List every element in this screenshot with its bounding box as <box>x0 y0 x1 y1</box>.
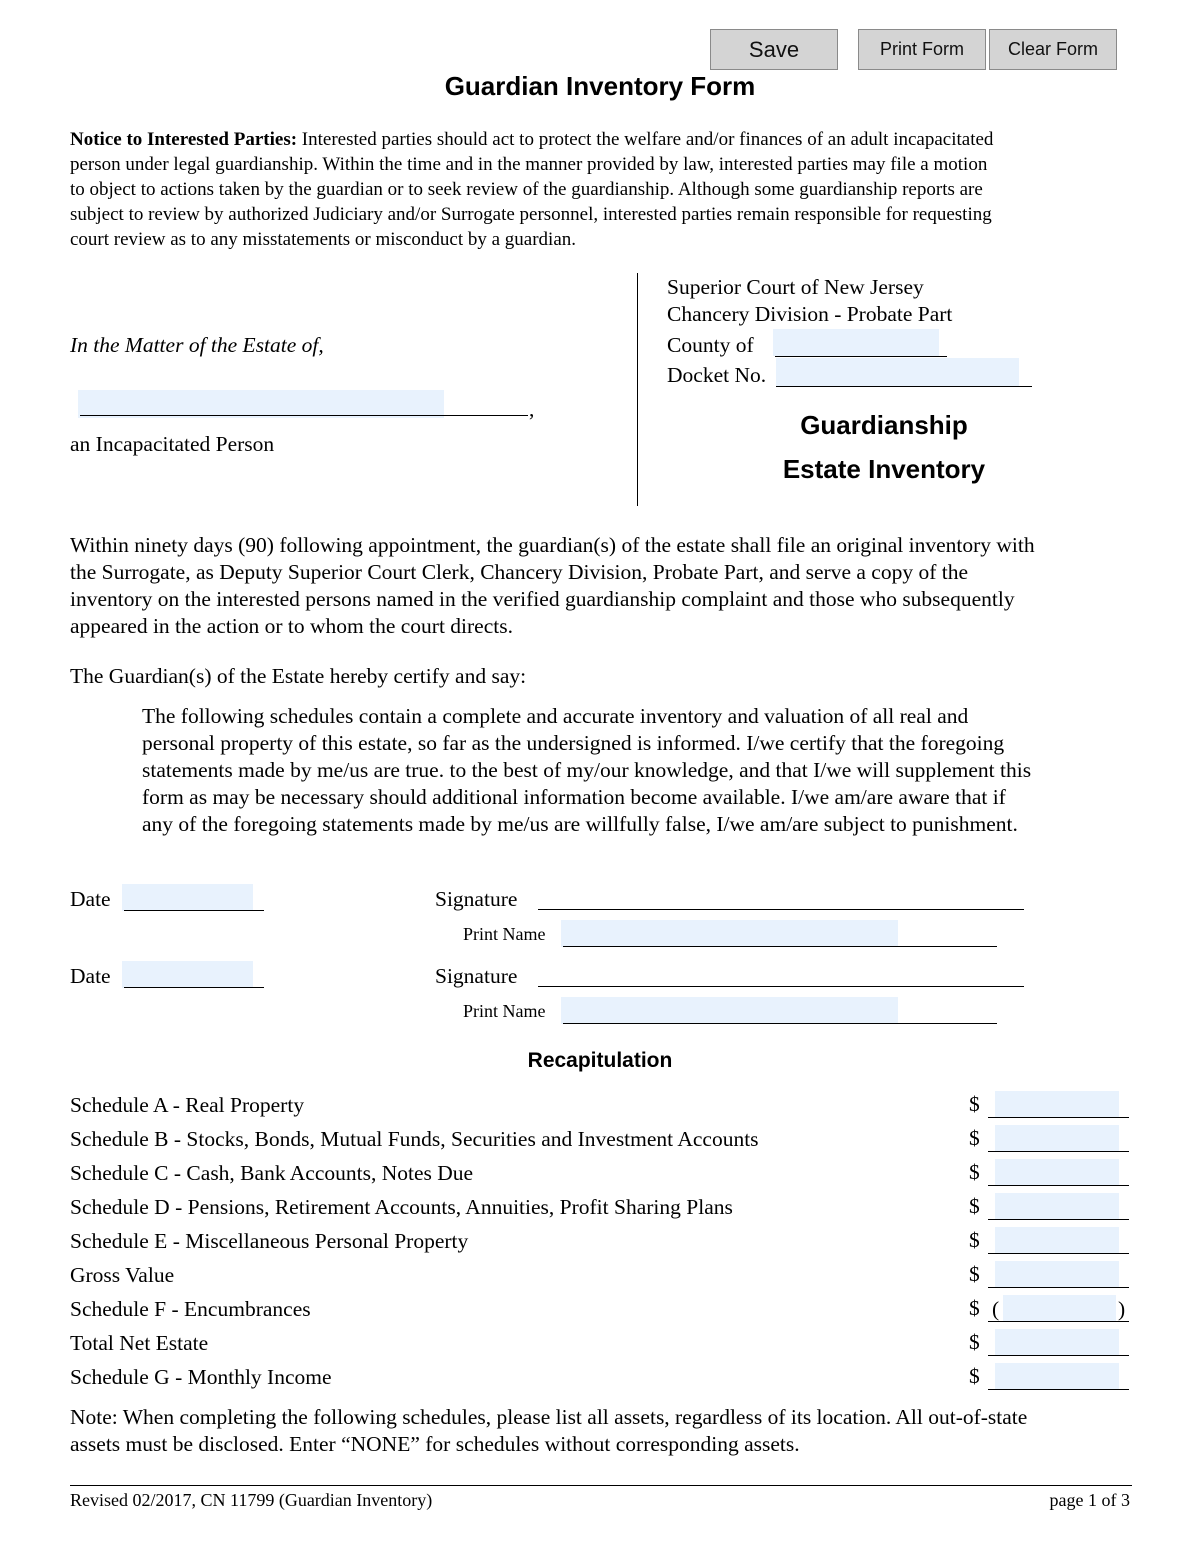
incapacitated-label: an Incapacitated Person <box>70 432 275 456</box>
estate-name-underline <box>80 415 528 416</box>
recap-row-label: Schedule A - Real Property <box>70 1093 305 1117</box>
dollar-sign: $ <box>969 1364 980 1388</box>
notice-text: court review as to any misstatements or misconduct by a guardian. <box>70 229 577 250</box>
county-underline <box>775 356 947 357</box>
recap-row-label: Total Net Estate <box>70 1331 209 1355</box>
recap-row-label: Schedule B - Stocks, Bonds, Mutual Funds, Securities and Investment Accounts <box>70 1127 759 1151</box>
signature-label: Signature <box>435 964 518 988</box>
recap-value-field[interactable] <box>1003 1295 1116 1322</box>
notice-text: subject to review by authorized Judiciary and/or Surrogate personnel, interested parties remain responsible for requesting <box>70 204 992 225</box>
certification-text: any of the foregoing statements made by me/us are willfully false, I/we am/are subject to punishment. <box>142 812 1018 836</box>
filing-text: the Surrogate, as Deputy Superior Court Clerk, Chancery Division, Probate Part, and serve a copy of the <box>70 560 969 584</box>
name-comma: , <box>529 397 535 421</box>
recap-underline <box>988 1151 1129 1152</box>
print-name-label: Print Name <box>463 1001 546 1021</box>
recap-row-label: Schedule E - Miscellaneous Personal Property <box>70 1229 469 1253</box>
county-field[interactable] <box>773 329 939 356</box>
signature-line[interactable] <box>538 986 1024 987</box>
dollar-sign: $ <box>969 1126 980 1150</box>
dollar-sign: $ <box>969 1194 980 1218</box>
notice-text: to object to actions taken by the guardian or to seek review of the guardianship. Although some guardianship reports are <box>70 179 983 200</box>
signature-line[interactable] <box>538 909 1024 910</box>
dollar-sign: $ <box>969 1262 980 1286</box>
paren-close: ) <box>1118 1297 1126 1321</box>
dollar-sign: $ <box>969 1228 980 1252</box>
docket-underline <box>776 386 1032 387</box>
recap-row-label: Gross Value <box>70 1263 175 1287</box>
recap-underline <box>988 1253 1129 1254</box>
notice-text: person under legal guardianship. Within the time and in the manner provided by law, interested parties may file a motion <box>70 154 988 175</box>
filing-text: inventory on the interested persons named in the verified guardianship complaint and those who subsequently <box>70 587 1015 611</box>
estate-inventory-heading: Estate Inventory <box>782 454 986 484</box>
date-label: Date <box>70 964 111 988</box>
footer-rule <box>70 1485 1132 1486</box>
certify-line: The Guardian(s) of the Estate hereby certify and say: <box>70 664 527 688</box>
docket-label: Docket No. <box>667 363 767 387</box>
recap-underline <box>988 1287 1129 1288</box>
page-title: Guardian Inventory Form <box>444 71 756 101</box>
dollar-sign: $ <box>969 1330 980 1354</box>
date-label: Date <box>70 887 111 911</box>
dollar-sign: $ <box>969 1296 980 1320</box>
note-paragraph <box>70 1404 1027 1458</box>
recap-value-field[interactable] <box>995 1091 1119 1118</box>
date-field[interactable] <box>122 884 253 911</box>
guardianship-heading: Guardianship <box>800 410 968 440</box>
recap-value-field[interactable] <box>995 1329 1119 1356</box>
date-field[interactable] <box>122 961 253 988</box>
print-name-field[interactable] <box>561 997 898 1024</box>
signature-label: Signature <box>435 887 518 911</box>
court-division: Chancery Division - Probate Part <box>667 302 953 326</box>
print-name-field[interactable] <box>561 920 898 947</box>
date-underline <box>124 987 264 988</box>
county-label: County of <box>667 333 754 357</box>
recap-row-label: Schedule C - Cash, Bank Accounts, Notes Due <box>70 1161 474 1185</box>
caption-divider <box>637 273 638 506</box>
recap-underline <box>988 1355 1129 1356</box>
recap-value-field[interactable] <box>995 1227 1119 1254</box>
certification-text: personal property of this estate, so far as the undersigned is informed. I/we certify that the foregoing <box>142 731 1005 755</box>
recap-heading: Recapitulation <box>527 1049 673 1072</box>
notice-text: Interested parties should act to protect the welfare and/or finances of an adult incapacitated <box>297 129 994 150</box>
certification-paragraph <box>142 703 1031 838</box>
notice-heading: Notice to Interested Parties: <box>70 129 298 150</box>
filing-text: appeared in the action or to whom the court directs. <box>70 614 513 638</box>
filing-paragraph <box>70 532 1035 640</box>
dollar-sign: $ <box>969 1160 980 1184</box>
docket-field[interactable] <box>776 358 1019 386</box>
notice-paragraph <box>70 127 1150 252</box>
certification-text: statements made by me/us are true. to the best of my/our knowledge, and that I/we will supplement this <box>142 758 1032 782</box>
print-name-underline <box>563 946 997 947</box>
paren-open: ( <box>992 1297 1000 1321</box>
recap-value-field[interactable] <box>995 1193 1119 1220</box>
filing-text: Within ninety days (90) following appointment, the guardian(s) of the estate shall file an original inventory with <box>70 533 1035 557</box>
matter-label: In the Matter of the Estate of, <box>70 333 324 357</box>
recap-underline <box>988 1389 1129 1390</box>
print-name-underline <box>563 1023 997 1024</box>
save-button[interactable]: Save <box>710 29 838 70</box>
date-underline <box>124 910 264 911</box>
certification-text: The following schedules contain a complete and accurate inventory and valuation of all real and <box>142 704 969 728</box>
page-number: page 1 of 3 <box>1049 1490 1130 1510</box>
recap-underline <box>988 1321 1129 1322</box>
recap-value-field[interactable] <box>995 1125 1119 1152</box>
recap-value-field[interactable] <box>995 1159 1119 1186</box>
recap-underline <box>988 1185 1129 1186</box>
court-name: Superior Court of New Jersey <box>667 275 924 299</box>
recap-row-label: Schedule D - Pensions, Retirement Accounts, Annuities, Profit Sharing Plans <box>70 1195 733 1219</box>
footer-revision: Revised 02/2017, CN 11799 (Guardian Inventory) <box>70 1490 433 1510</box>
recap-value-field[interactable] <box>995 1261 1119 1288</box>
recap-value-field[interactable] <box>995 1363 1119 1390</box>
print-name-label: Print Name <box>463 924 546 944</box>
clear-form-button[interactable]: Clear Form <box>989 29 1117 70</box>
note-text: Note: When completing the following schedules, please list all assets, regardless of its location. All out-of-state <box>70 1405 1028 1429</box>
recap-row-label: Schedule G - Monthly Income <box>70 1365 332 1389</box>
recap-underline <box>988 1219 1129 1220</box>
print-form-button[interactable]: Print Form <box>858 29 986 70</box>
recap-underline <box>988 1117 1129 1118</box>
recap-row-label: Schedule F - Encumbrances <box>70 1297 311 1321</box>
dollar-sign: $ <box>969 1092 980 1116</box>
estate-name-field[interactable] <box>78 390 444 418</box>
certification-text: form as may be necessary should additional information become available. I/we am/are aware that if <box>142 785 1006 809</box>
note-text: assets must be disclosed. Enter “NONE” for schedules without corresponding assets. <box>70 1432 800 1456</box>
